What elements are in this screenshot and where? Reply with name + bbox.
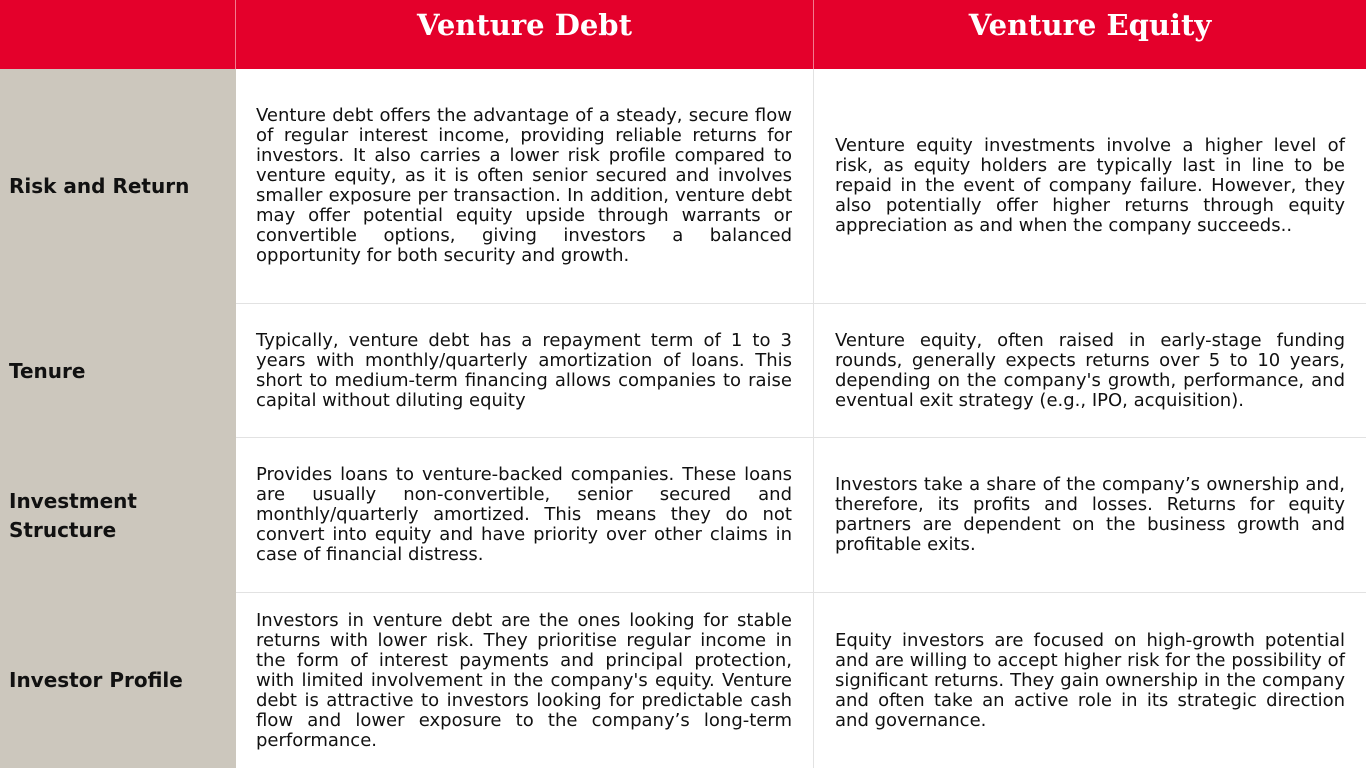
- cell-text: Investors in venture debt are the ones looking for stable returns with lower risk. They prioritise regular income in the form of interest payments and principal protection, with limited involvement in the company's equity. Venture debt is attractive to investors looking for predictable cash flow and lower exposure to the company’s long-term performance.: [256, 609, 792, 751]
- cell-text: Venture equity, often raised in early-stage funding rounds, generally expects returns over 5 to 10 years, depending on the company's growth, performance, and eventual exit strategy (e.g., IPO, acquisition).: [835, 329, 1345, 411]
- row-label-tenure: Tenure: [0, 304, 236, 438]
- cell-text: Equity investors are focused on high-growth potential and are willing to accept higher risk for the possibility of significant returns. They gain ownership in the company and often take an active role in its strategic direction and governance.: [835, 629, 1345, 731]
- row-label-text: Investment Structure: [9, 488, 137, 542]
- header-venture-equity: Venture Equity: [814, 0, 1366, 69]
- header-venture-debt: Venture Debt: [236, 0, 814, 69]
- cell-equity-investor-profile: [814, 593, 1366, 768]
- cell-equity-risk-and-return: [814, 69, 1366, 304]
- cell-text: Investors take a share of the company’s ownership and, therefore, its profits and losses. Returns for equity partners are dependent on the business growth and profitable exits.: [835, 474, 1345, 555]
- cell-debt-investor-profile: [236, 593, 814, 768]
- cell-equity-investment-structure: [814, 438, 1366, 593]
- cell-text: Venture debt offers the advantage of a steady, secure flow of regular interest income, providing reliable returns for investors. It also carries a lower risk profile compared to venture equity, as it is often senior secured and involves smaller exposure per transaction. In addition, venture debt may offer potential equity upside through warrants or convertible options, giving investors a balanced opportunity for both security and growth.: [256, 105, 792, 266]
- cell-text: Typically, venture debt has a repayment term of 1 to 3 years with monthly/quarterly amortization of loans. This short to medium-term financing allows companies to raise capital without diluting equity: [256, 329, 792, 411]
- cell-debt-investment-structure: [236, 438, 814, 593]
- cell-debt-risk-and-return: [236, 69, 814, 304]
- header-corner-cell: [0, 0, 236, 69]
- cell-debt-tenure: [236, 304, 814, 438]
- row-label-risk-and-return: Risk and Return: [0, 69, 236, 304]
- cell-text: Venture equity investments involve a higher level of risk, as equity holders are typically last in line to be repaid in the event of company failure. However, they also potentially offer higher returns through equity appreciation as and when the company succeeds..: [835, 135, 1345, 236]
- cell-text: Provides loans to venture-backed companies. These loans are usually non-convertible, senior secured and monthly/quarterly amortized. This means they do not convert into equity and have priority over other claims in case of financial distress.: [256, 464, 792, 565]
- cell-equity-tenure: [814, 304, 1366, 438]
- row-label-investor-profile: Investor Profile: [0, 593, 236, 768]
- row-label-investment-structure: [0, 438, 236, 593]
